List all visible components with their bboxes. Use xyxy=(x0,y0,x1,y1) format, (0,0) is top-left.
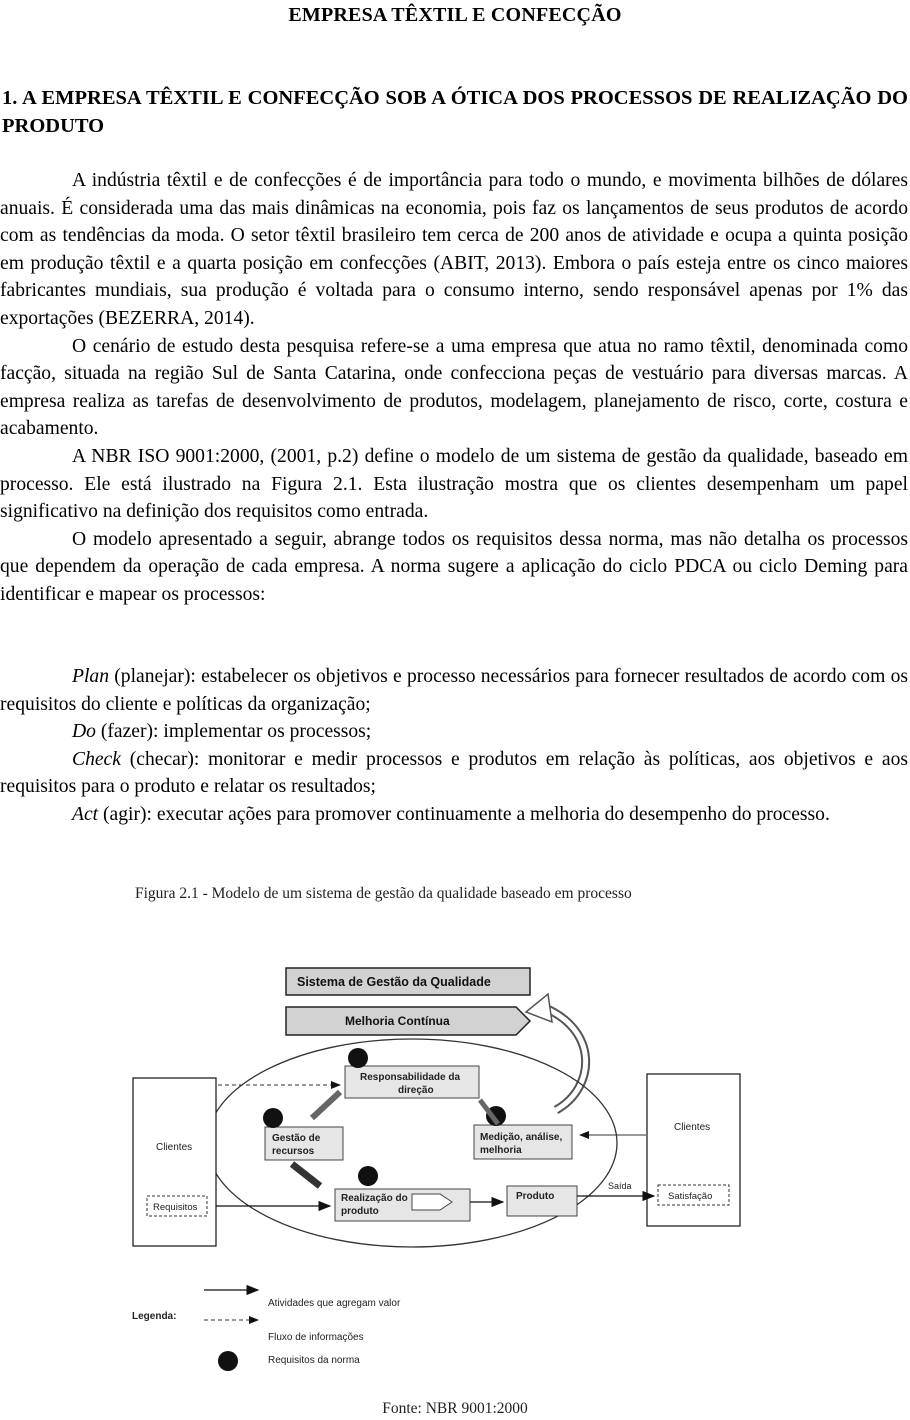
pdca-item-plan xyxy=(0,663,908,718)
cycle-arrow-gestao-realizacao xyxy=(292,1164,320,1186)
figure-caption: Figura 2.1 - Modelo de um sistema de gestão da qualidade baseado em processo xyxy=(135,885,632,902)
section-heading: 1. A EMPRESA TÊXTIL E CONFECÇÃO SOB A ÓTICA DOS PROCESSOS DE REALIZAÇÃO DO PRODUTO xyxy=(2,87,908,137)
gestao-line1: Gestão de xyxy=(272,1133,321,1144)
pdca-text: (planejar): estabelecer os objetivos e processo necessários para fornecer resultados de acordo com os requisitos do cliente e políticas da organização; xyxy=(0,666,908,715)
pdca-term: Check xyxy=(72,748,121,770)
figure-2-1 xyxy=(0,878,910,1418)
pdca-item-act xyxy=(0,801,908,829)
requirement-badge-1 xyxy=(348,1048,368,1068)
requirement-badge-2 xyxy=(263,1108,283,1128)
requirement-badge-4 xyxy=(358,1166,378,1186)
pdca-text: (agir): executar ações para promover continuamente a melhoria do desempenho do processo. xyxy=(98,803,830,825)
curved-improvement-arrow xyxy=(540,1006,586,1110)
pdca-term: Do xyxy=(72,721,96,743)
saida-label: Saída xyxy=(608,1181,632,1191)
legend-req-label: Requisitos da norma xyxy=(268,1355,360,1366)
pdca-item-check xyxy=(0,746,908,801)
pdca-term: Act xyxy=(72,803,99,825)
gestao-line2: recursos xyxy=(272,1146,315,1157)
legend-info-label: Fluxo de informações xyxy=(268,1332,364,1343)
paragraph-modelo: O modelo apresentado a seguir, abrange todos os requisitos dessa norma, mas não detalha os processos que dependem da operação de cada empresa. A norma sugere a aplicação do ciclo PDCA ou ciclo Deming para identificar e mapear os processos: xyxy=(0,528,908,605)
pdca-text: (fazer): implementar os processos; xyxy=(95,721,372,743)
medicao-line1: Medição, análise, xyxy=(480,1132,563,1143)
responsabilidade-line2: direção xyxy=(398,1085,434,1096)
realizacao-line2: produto xyxy=(341,1206,379,1217)
satisfacao-label: Satisfação xyxy=(668,1191,713,1202)
clientes-left-box xyxy=(133,1078,216,1246)
pdca-text: (checar): monitorar e medir processos e produtos em relação às políticas, aos objetivos e aos requisitos para o produto e relatar os resultados; xyxy=(0,748,908,798)
melhoria-banner-label: Melhoria Contínua xyxy=(345,1014,450,1028)
cycle-arrow-resp-gestao xyxy=(312,1092,340,1118)
paragraph-cenario: O cenário de estudo desta pesquisa refere-se a uma empresa que atua no ramo têxtil, denominada como facção, situada na região Sul de Santa Catarina, onde confecciona peças de vestuário para diversas marcas. A empresa realiza as tarefas de desenvolvimento de produtos, modelagem, planejamento de risco, corte, costura e acabamento. xyxy=(0,335,908,440)
legend-value-label: Atividades que agregam valor xyxy=(268,1298,401,1309)
requisitos-label: Requisitos xyxy=(153,1202,198,1213)
medicao-line2: melhoria xyxy=(480,1145,522,1156)
sgq-banner-label: Sistema de Gestão da Qualidade xyxy=(297,975,491,989)
figure-source: Fonte: NBR 9001:2000 xyxy=(382,1400,528,1417)
responsabilidade-line1: Responsabilidade da xyxy=(360,1072,461,1083)
curved-arrow-head xyxy=(526,994,552,1022)
pdca-item-do xyxy=(0,718,908,746)
document-title: EMPRESA TÊXTIL E CONFECÇÃO xyxy=(288,4,622,26)
body-paragraphs xyxy=(0,167,908,609)
pdca-term: Plan xyxy=(72,666,110,687)
clientes-right-label: Clientes xyxy=(674,1122,711,1133)
paragraph-nbr: A NBR ISO 9001:2000, (2001, p.2) define o modelo de um sistema de gestão da qualidade, baseado em processo. Ele está ilustrado na Figura 2.1. Esta ilustração mostra que os clientes desempenham um papel significativo na definição dos requisitos como entrada. xyxy=(0,445,908,523)
legend-title: Legenda: xyxy=(132,1311,177,1322)
paragraph-industria: A indústria têxtil e de confecções é de importância para todo o mundo, e movimenta bilhões de dólares anuais. É considerada uma das mais dinâmicas na economia, pois faz os lançamentos de seus produtos de acordo com as tendências da moda. O setor têxtil brasileiro tem cerca de 200 anos de atividade e ocupa a quinta posição em produção têxtil e a quarta posição em confecções (ABIT, 2013). Embora o país esteja entre os cinco maiores fabricantes mundiais, sua produção é voltada para o consumo interno, sendo responsável apenas por 1% das exportações (BEZERRA, 2014). xyxy=(0,170,908,329)
clientes-left-label: Clientes xyxy=(156,1142,193,1153)
legend-badge-icon xyxy=(218,1351,238,1371)
quality-model-diagram xyxy=(0,878,910,1398)
realizacao-line1: Realização do xyxy=(341,1193,408,1204)
produto-label: Produto xyxy=(516,1191,555,1202)
pdca-list xyxy=(0,663,908,829)
